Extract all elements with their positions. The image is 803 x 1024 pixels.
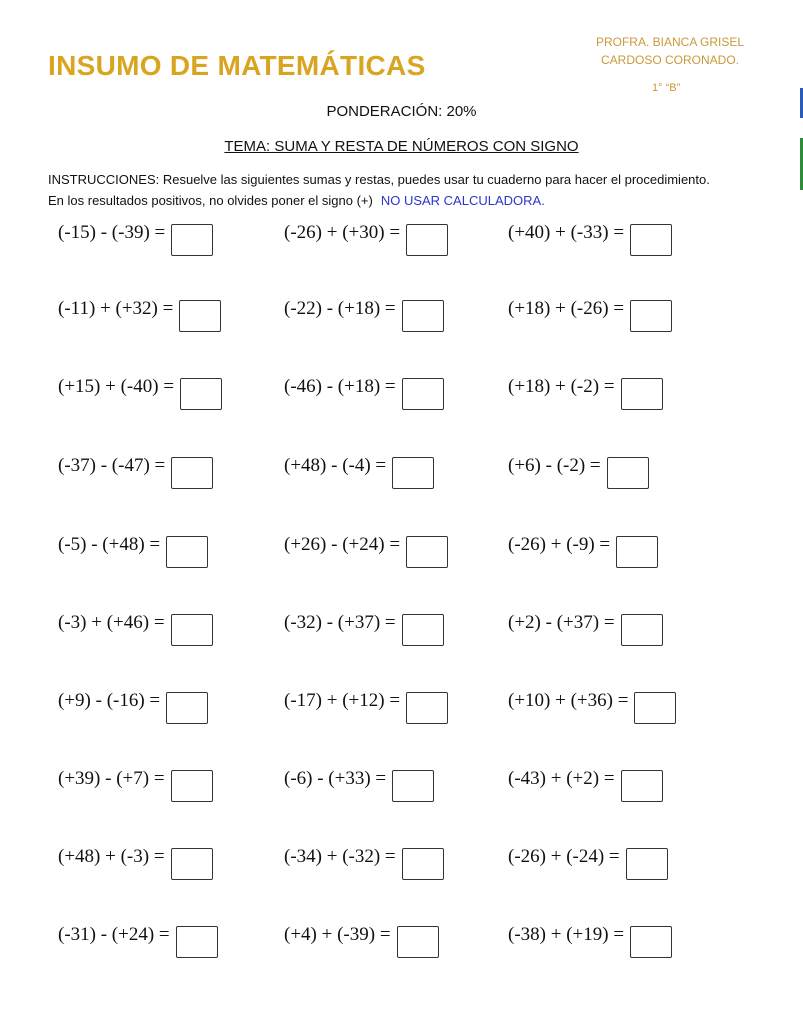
answer-box[interactable] bbox=[406, 692, 448, 724]
answer-box[interactable] bbox=[607, 457, 649, 489]
problem-expression: (-6) - (+33) = bbox=[284, 768, 387, 789]
problem-expression: (-32) - (+37) = bbox=[284, 612, 396, 633]
problem-expression: (-22) - (+18) = bbox=[284, 298, 396, 319]
problem-expression: (-38) + (+19) = bbox=[508, 924, 625, 945]
problem-expression: (-3) + (+46) = bbox=[58, 612, 165, 633]
answer-box[interactable] bbox=[621, 614, 663, 646]
answer-box[interactable] bbox=[171, 457, 213, 489]
answer-box[interactable] bbox=[166, 536, 208, 568]
answer-box[interactable] bbox=[179, 300, 221, 332]
problem-expression: (+18) + (-26) = bbox=[508, 298, 625, 319]
answer-box[interactable] bbox=[402, 848, 444, 880]
answer-box[interactable] bbox=[406, 224, 448, 256]
problem-expression: (+4) + (-39) = bbox=[284, 924, 391, 945]
answer-box[interactable] bbox=[171, 224, 213, 256]
problem-expression: (+2) - (+37) = bbox=[508, 612, 615, 633]
worksheet-title: INSUMO DE MATEMÁTICAS bbox=[48, 50, 426, 81]
answer-box[interactable] bbox=[176, 926, 218, 958]
problem-expression: (+48) + (-3) = bbox=[58, 846, 165, 867]
problem-expression: (+40) + (-33) = bbox=[508, 222, 625, 243]
answer-box[interactable] bbox=[392, 457, 434, 489]
instructions-line1: INSTRUCCIONES: Resuelve las siguientes sumas y restas, puedes usar tu cuaderno para hacer el procedimiento. bbox=[48, 172, 710, 187]
answer-box[interactable] bbox=[621, 770, 663, 802]
problem-expression: (-17) + (+12) = bbox=[284, 690, 401, 711]
problem-expression: (-26) + (-9) = bbox=[508, 534, 611, 555]
problem-expression: (-34) + (-32) = bbox=[284, 846, 396, 867]
problem-expression: (+26) - (+24) = bbox=[284, 534, 401, 555]
answer-box[interactable] bbox=[166, 692, 208, 724]
problem-expression: (-26) + (+30) = bbox=[284, 222, 401, 243]
answer-box[interactable] bbox=[402, 614, 444, 646]
problem-expression: (-15) - (-39) = bbox=[58, 222, 166, 243]
problem-expression: (-5) - (+48) = bbox=[58, 534, 161, 555]
problem-expression: (-11) + (+32) = bbox=[58, 298, 174, 319]
problem-expression: (-31) - (+24) = bbox=[58, 924, 170, 945]
instructions-line2 bbox=[48, 193, 545, 208]
answer-box[interactable] bbox=[630, 224, 672, 256]
topic: TEMA: SUMA Y RESTA DE NÚMEROS CON SIGNO bbox=[224, 138, 579, 155]
problem-expression: (+9) - (-16) = bbox=[58, 690, 161, 711]
answer-box[interactable] bbox=[171, 614, 213, 646]
problem-expression: (-46) - (+18) = bbox=[284, 376, 396, 397]
answer-box[interactable] bbox=[616, 536, 658, 568]
answer-box[interactable] bbox=[626, 848, 668, 880]
grade-group: 1° “B” bbox=[652, 82, 681, 94]
problem-expression: (+10) + (+36) = bbox=[508, 690, 629, 711]
problem-expression: (-43) + (+2) = bbox=[508, 768, 615, 789]
answer-box[interactable] bbox=[171, 848, 213, 880]
answer-box[interactable] bbox=[402, 378, 444, 410]
answer-box[interactable] bbox=[621, 378, 663, 410]
answer-box[interactable] bbox=[630, 300, 672, 332]
answer-box[interactable] bbox=[406, 536, 448, 568]
problem-expression: (+48) - (-4) = bbox=[284, 455, 387, 476]
problem-expression: (+39) - (+7) = bbox=[58, 768, 165, 789]
problem-expression: (+18) + (-2) = bbox=[508, 376, 615, 397]
answer-box[interactable] bbox=[402, 300, 444, 332]
no-calculator-note: NO USAR CALCULADORA. bbox=[380, 193, 545, 208]
problem-expression: (-26) + (-24) = bbox=[508, 846, 620, 867]
answer-box[interactable] bbox=[630, 926, 672, 958]
answer-box[interactable] bbox=[634, 692, 676, 724]
teacher-name-line1: PROFRA. BIANCA GRISEL bbox=[595, 35, 745, 49]
teacher-name-line2: CARDOSO CORONADO. bbox=[600, 53, 739, 67]
answer-box[interactable] bbox=[397, 926, 439, 958]
answer-box[interactable] bbox=[180, 378, 222, 410]
problem-expression: (+6) - (-2) = bbox=[508, 455, 601, 476]
weighting: PONDERACIÓN: 20% bbox=[326, 103, 477, 120]
instructions-sign-note: En los resultados positivos, no olvides poner el signo (+) bbox=[48, 193, 373, 208]
answer-box[interactable] bbox=[392, 770, 434, 802]
problem-expression: (-37) - (-47) = bbox=[58, 455, 166, 476]
answer-box[interactable] bbox=[171, 770, 213, 802]
problem-expression: (+15) + (-40) = bbox=[58, 376, 175, 397]
